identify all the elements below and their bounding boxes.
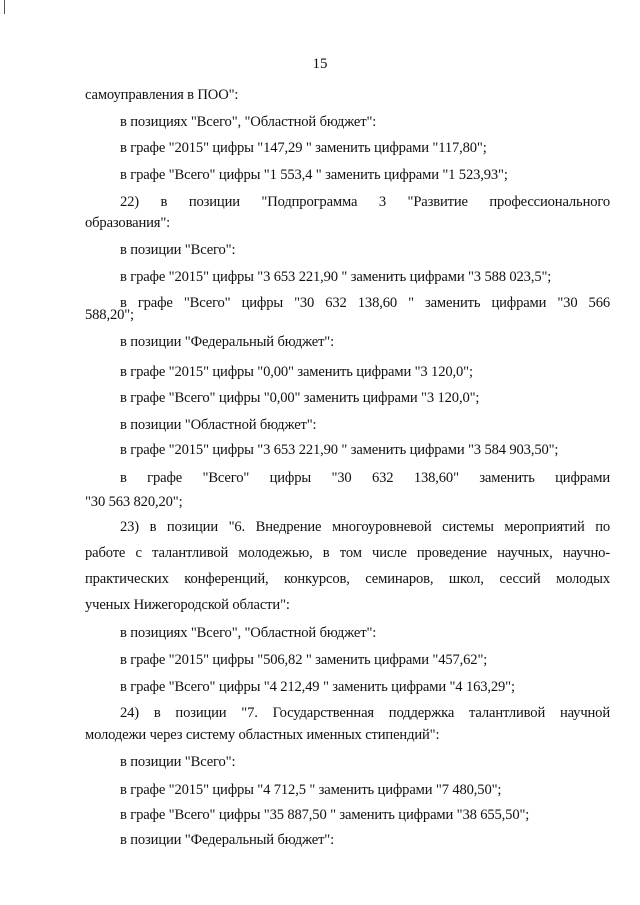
text-line: практических конференций, конкурсов, семинаров, школ, сессий молодых xyxy=(85,571,610,587)
text-line: ученых Нижегородской области": xyxy=(85,597,290,613)
text-line: 24) в позиции "7. Государственная поддержка талантливой научной xyxy=(120,705,610,721)
text-line: в графе "2015" цифры "506,82 " заменить цифрами "457,62"; xyxy=(120,652,488,668)
text-line: в позиции "Всего": xyxy=(120,754,236,770)
text-line: 22) в позиции "Подпрограмма 3 "Развитие профессионального xyxy=(120,194,610,210)
text-line: образования": xyxy=(85,215,171,231)
text-line: в графе "2015" цифры "147,29 " заменить цифрами "117,80"; xyxy=(120,140,487,156)
text-line: 588,20"; xyxy=(85,307,134,323)
text-line: в графе "2015" цифры "4 712,5 " заменить цифрами "7 480,50"; xyxy=(120,782,502,798)
text-line: 23) в позиции "6. Внедрение многоуровневой системы мероприятий по xyxy=(120,519,610,535)
text-line: в позиции "Федеральный бюджет": xyxy=(120,334,335,350)
text-line: в графе "Всего" цифры "0,00" заменить цифрами "3 120,0"; xyxy=(120,390,480,406)
scan-edge-mark xyxy=(4,0,5,14)
text-line: в позиции "Областной бюджет": xyxy=(120,417,317,433)
text-line: в графе "Всего" цифры "1 553,4 " заменить цифрами "1 523,93"; xyxy=(120,167,508,183)
text-line: молодежи через систему областных именных стипендий": xyxy=(85,727,440,743)
text-line: работе с талантливой молодежью, в том числе проведение научных, научно- xyxy=(85,545,610,561)
text-line: в графе "2015" цифры "3 653 221,90 " заменить цифрами "3 588 023,5"; xyxy=(120,269,552,285)
text-line: в позиции "Федеральный бюджет": xyxy=(120,832,335,848)
text-line: "30 563 820,20"; xyxy=(85,494,183,510)
text-line: в графе "Всего" цифры "4 212,49 " заменить цифрами "4 163,29"; xyxy=(120,679,515,695)
text-line: в позициях "Всего", "Областной бюджет": xyxy=(120,625,377,641)
text-line: в графе "2015" цифры "0,00" заменить цифрами "3 120,0"; xyxy=(120,364,473,380)
text-line: в графе "Всего" цифры "35 887,50 " заменить цифрами "38 655,50"; xyxy=(120,807,530,823)
text-line: в графе "Всего" цифры "30 632 138,60 " заменить цифрами "30 566 xyxy=(120,295,610,311)
text-line: самоуправления в ПОО": xyxy=(85,87,239,103)
text-line: в графе "Всего" цифры "30 632 138,60" заменить цифрами xyxy=(120,470,610,486)
page-number: 15 xyxy=(312,56,328,72)
text-line: в позициях "Всего", "Областной бюджет": xyxy=(120,114,377,130)
text-line: в графе "2015" цифры "3 653 221,90 " заменить цифрами "3 584 903,50"; xyxy=(120,442,559,458)
text-line: в позиции "Всего": xyxy=(120,242,236,258)
